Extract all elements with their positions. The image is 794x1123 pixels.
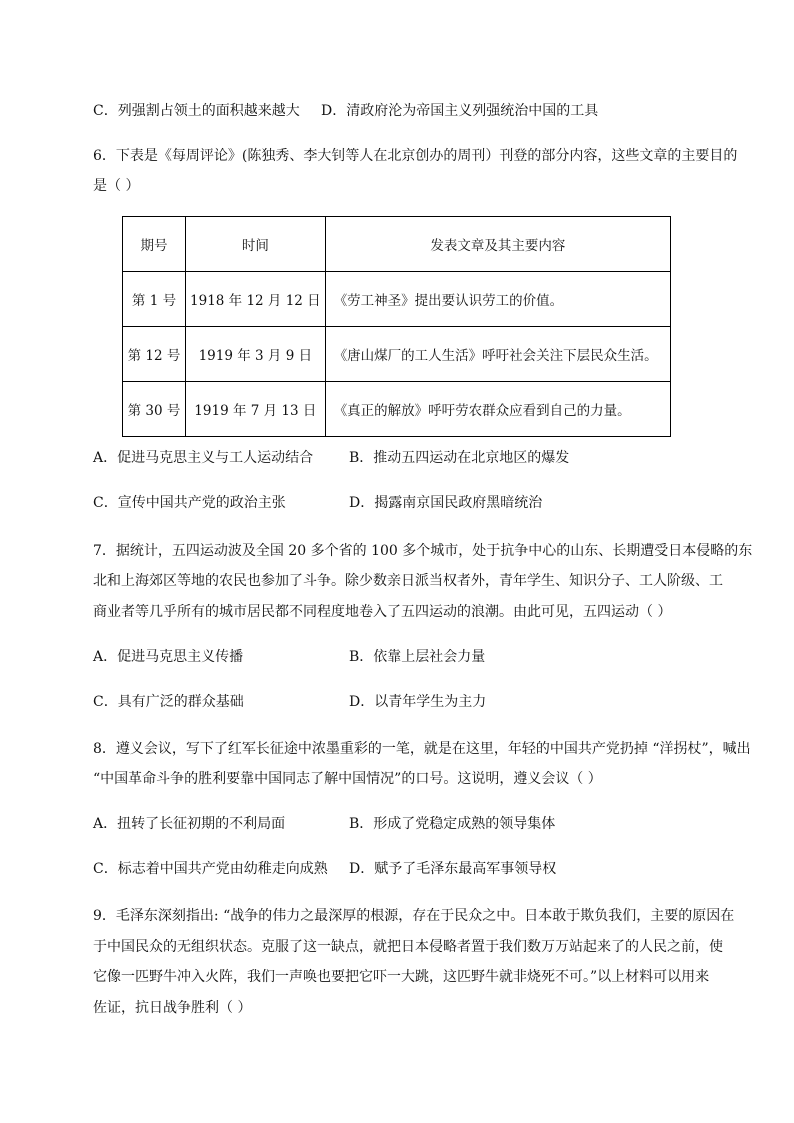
table-cell-issue: 第 30 号 <box>123 382 186 437</box>
q5-option-c: C．列强割占领土的面积越来越大 <box>93 103 300 119</box>
table-cell-issue: 第 12 号 <box>123 327 186 382</box>
q8-option-b: B．形成了党稳定成熟的领导集体 <box>349 816 556 832</box>
q7-option-a: A．促进马克思主义传播 <box>93 649 244 665</box>
q5-option-d: D．清政府沦为帝国主义列强统治中国的工具 <box>321 103 599 119</box>
table-row <box>123 327 671 382</box>
q7-option-b: B．依靠上层社会力量 <box>349 649 486 665</box>
table-header-row <box>123 217 671 272</box>
table-cell-date: 1919 年 3 月 9 日 <box>186 327 326 382</box>
q6-option-d: D．揭露南京国民政府黑暗统治 <box>349 495 543 511</box>
q7-stem-line1: 7．据统计，五四运动波及全国 20 多个省的 100 多个城市，处于抗争中心的山东、长期遭受日本侵略的东 <box>93 543 753 559</box>
table-header-content: 发表文章及其主要内容 <box>325 217 670 272</box>
q7-option-d: D．以青年学生为主力 <box>349 694 487 710</box>
table-row <box>123 382 671 437</box>
table-header-date: 时间 <box>186 217 326 272</box>
q8-option-d: D．赋予了毛泽东最高军事领导权 <box>349 861 557 877</box>
q7-stem-line3: 商业者等几乎所有的城市居民都不同程度地卷入了五四运动的浪潮。由此可见，五四运动（ ） <box>93 604 672 620</box>
q9-stem-line4: 佐证，抗日战争胜利（ ） <box>93 1000 252 1016</box>
table-row <box>123 272 671 327</box>
q9-stem-line3: 它像一匹野牛冲入火阵，我们一声唤也要把它吓一大跳，这匹野牛就非烧死不可。”以上材料可以用来 <box>93 969 710 985</box>
q8-option-c: C．标志着中国共产党由幼稚走向成熟 <box>93 861 328 877</box>
q7-stem-line2: 北和上海郊区等地的农民也参加了斗争。除少数亲日派当权者外，青年学生、知识分子、工人阶级、工 <box>93 573 723 589</box>
q6-stem-line2: 是（ ） <box>93 178 140 194</box>
q8-stem-line2: “中国革命斗争的胜利要靠中国同志了解中国情况”的口号。这说明，遵义会议（ ） <box>93 771 602 787</box>
q6-stem-line1: 6．下表是《每周评论》(陈独秀、李大钊等人在北京创办的周刊）刊登的部分内容，这些文章的主要目的 <box>93 148 738 164</box>
q8-stem-line1: 8．遵义会议，写下了红军长征途中浓墨重彩的一笔，就是在这里，年轻的中国共产党扔掉 “洋拐杖”，喊出 <box>93 741 751 757</box>
q9-stem-line1: 9．毛泽东深刻指出: “战争的伟力之最深厚的根源，存在于民众之中。日本敢于欺负我们，主要的原因在 <box>93 908 735 924</box>
q9-stem-line2: 于中国民众的无组织状态。克服了这一缺点，就把日本侵略者置于我们数万万站起来了的人民之前，使 <box>93 939 723 955</box>
q7-option-c: C．具有广泛的群众基础 <box>93 694 244 710</box>
table-header-issue: 期号 <box>123 217 186 272</box>
q6-option-a: A．促进马克思主义与工人运动结合 <box>93 450 314 466</box>
table-cell-content: 《劳工神圣》提出要认识劳工的价值。 <box>325 272 670 327</box>
q8-option-a: A．扭转了长征初期的不利局面 <box>93 816 286 832</box>
table-cell-content: 《真正的解放》呼吁劳农群众应看到自己的力量。 <box>325 382 670 437</box>
table-cell-date: 1919 年 7 月 13 日 <box>186 382 326 437</box>
table-cell-content: 《唐山煤厂的工人生活》呼吁社会关注下层民众生活。 <box>325 327 670 382</box>
q6-option-c: C．宣传中国共产党的政治主张 <box>93 495 286 511</box>
q6-table <box>122 216 671 437</box>
table-cell-date: 1918 年 12 月 12 日 <box>186 272 326 327</box>
table-cell-issue: 第 1 号 <box>123 272 186 327</box>
q6-option-b: B．推动五四运动在北京地区的爆发 <box>349 450 570 466</box>
